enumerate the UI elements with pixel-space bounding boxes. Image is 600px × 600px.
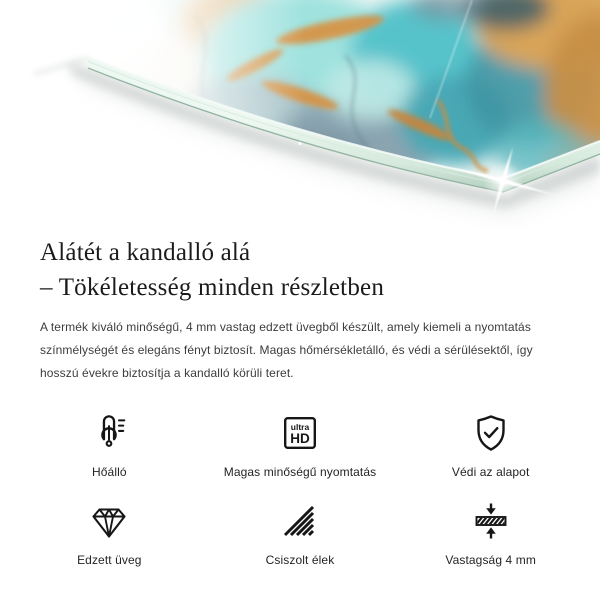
thermometer-icon bbox=[90, 412, 128, 454]
feature-label: Csiszolt élek bbox=[265, 553, 335, 567]
ultra-hd-icon bbox=[280, 412, 320, 454]
product-photo-glass-hearth-pad bbox=[0, 0, 600, 230]
text-content bbox=[0, 230, 600, 385]
feature-grid bbox=[0, 412, 600, 567]
compression-thickness-icon bbox=[471, 500, 511, 542]
shield-check-icon bbox=[471, 412, 511, 454]
description-line: színmélységét és elegáns fényt biztosít. Magas hőmérsékletálló, és védi a sérülésektől, így bbox=[40, 343, 533, 357]
page-title bbox=[40, 235, 560, 305]
feature-label: Magas minőségű nyomtatás bbox=[223, 465, 377, 479]
feature-protects-base bbox=[395, 412, 586, 479]
description-line: hosszú évekre biztosítja a kandalló körüli teret. bbox=[40, 366, 294, 380]
feature-label: Hőálló bbox=[92, 465, 127, 479]
diamond-icon bbox=[89, 500, 129, 542]
feature-high-quality-print bbox=[205, 412, 396, 479]
title-line-2: – Tökéletesség minden részletben bbox=[40, 274, 385, 301]
feature-tempered-glass bbox=[14, 500, 205, 567]
feature-label: Edzett üveg bbox=[77, 553, 142, 567]
polished-edges-icon bbox=[280, 500, 320, 542]
feature-thickness-4mm bbox=[395, 500, 586, 567]
feature-label: Védi az alapot bbox=[451, 465, 530, 479]
title-line-1: Alátét a kandalló alá bbox=[40, 239, 251, 266]
edge-glint bbox=[298, 142, 301, 145]
feature-heat-resistant bbox=[14, 412, 205, 479]
feature-label: Vastagság 4 mm bbox=[445, 553, 536, 567]
glass-panel-illustration bbox=[0, 0, 600, 230]
feature-polished-edges bbox=[205, 500, 396, 567]
description-line: A termék kiváló minőségű, 4 mm vastag edzett üvegből készült, amely kiemeli a nyomtatás bbox=[40, 320, 531, 334]
ultra-text: ultra bbox=[290, 421, 310, 432]
product-description bbox=[40, 316, 560, 385]
hd-text: HD bbox=[290, 431, 310, 447]
